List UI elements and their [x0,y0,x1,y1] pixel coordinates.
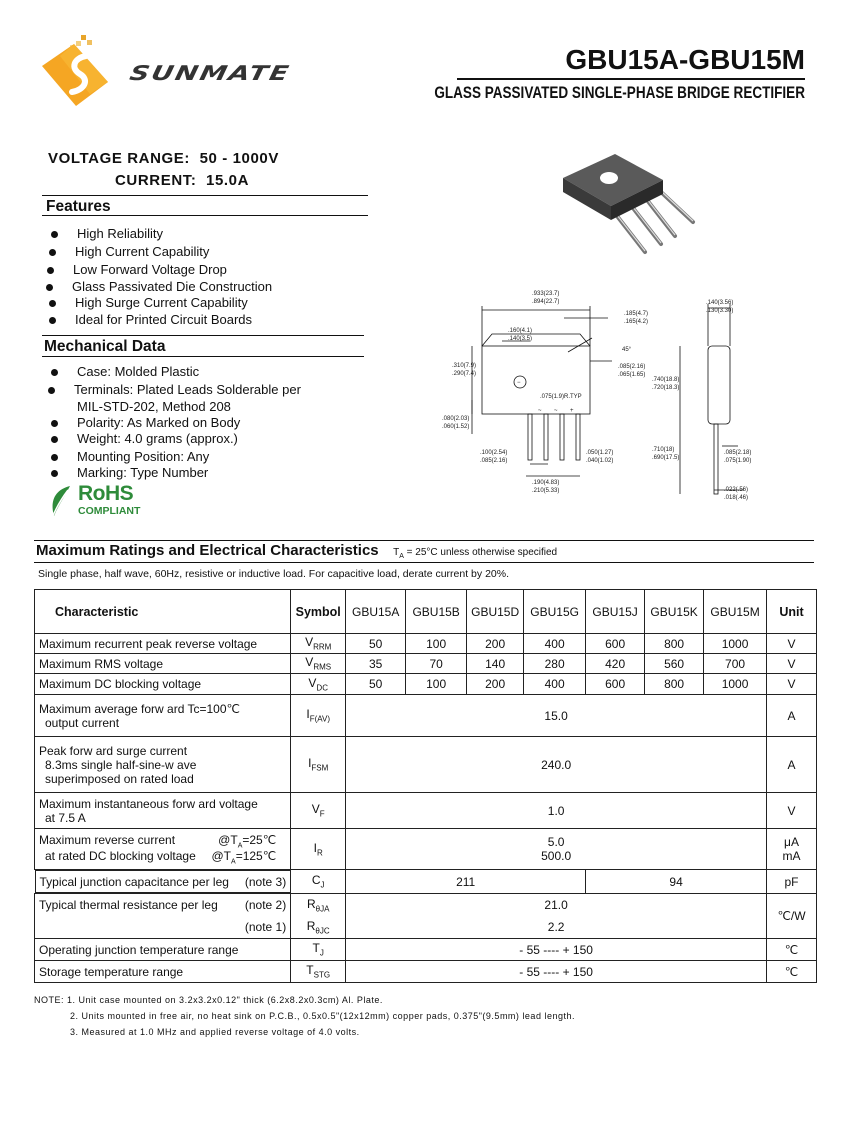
row-label [35,870,291,893]
row-label: Maximum DC blocking voltage [35,674,291,695]
row-value: 100 [406,674,467,695]
row-symbol [291,674,346,695]
symbol-main: V [305,635,314,650]
row-label: Storage temperature range [35,961,291,983]
note-3: 3. Measured at 1.0 MHz and applied reverse voltage of 4.0 volts. [70,1027,360,1037]
list-item: Marking: Type Number [77,465,209,480]
dim-label: .050(1.27) [586,450,614,456]
header-characteristic: Characteristic [35,590,291,634]
dim-label: .720(18.3) [652,385,680,391]
row-value: 100 [406,634,467,654]
row-symbol [291,917,346,939]
list-item: Mounting Position: Any [77,449,210,464]
table-row [35,829,817,870]
symbol-sub: STG [313,970,331,980]
dim-label: .290(7.4) [452,371,477,377]
label-line: Maximum average forw ard Tc=100℃ [39,701,241,716]
ratings-note: Single phase, half wave, 60Hz, resistive or inductive load. For capacitive load, derate current by 20%. [38,568,509,580]
symbol-sub: F(AV) [309,714,331,724]
list-item: Polarity: As Marked on Body [77,415,241,430]
dim-label: .690(17.5) [652,455,680,461]
dim-label: .160(4.1) [508,328,533,334]
cond-sub: A [237,842,243,849]
list-item-continued: MIL-STD-202, Method 208 [77,399,231,414]
list-item: Ideal for Printed Circuit Boards [75,312,253,327]
condition-symbol: T [393,547,400,558]
symbol-sub: J [320,880,325,890]
row-value: 200 [467,674,524,695]
row-symbol [291,634,346,654]
row-value: 50 [346,674,406,695]
row-label: Operating junction temperature range [35,939,291,961]
row-symbol [291,870,346,894]
row-unit: ℃ [767,939,817,961]
table-row [35,939,817,961]
value-line: 5.0 [547,835,565,849]
row-label [35,793,291,829]
row-unit: pF [767,870,817,894]
dim-label: .894(22.7) [532,299,560,305]
row-label [35,917,291,939]
symbol-sub: R [316,848,323,858]
list-item: High Reliability [77,226,163,241]
row-value: 600 [586,634,645,654]
header-model: GBU15M [704,590,767,634]
ratings-title: Maximum Ratings and Electrical Characteristics [36,542,379,559]
row-value: 50 [346,634,406,654]
list-item: Low Forward Voltage Drop [73,262,227,277]
label-line [39,898,286,912]
dim-label: .085(2.16) [618,364,646,370]
header-model: GBU15G [524,590,586,634]
label-line: Peak forw ard surge current [39,743,188,758]
leaf-icon [48,484,76,520]
dim-label: .140(3.56) [706,300,734,306]
row-value: 2.2 [346,917,767,939]
polarity-mark: − [517,380,521,386]
dim-label: .130(3.30) [706,308,734,314]
row-unit: A [767,737,817,793]
dim-label: .022(.56) [724,487,749,493]
label-line: output current [45,715,120,730]
header-model: GBU15J [586,590,645,634]
row-label: Maximum recurrent peak reverse voltage [35,634,291,654]
part-description: GLASS PASSIVATED SINGLE-PHASE BRIDGE RECTIFIER [434,84,805,102]
cond-value: =125℃ [235,849,277,863]
dim-label: .933(23.7) [532,291,560,297]
symbol-sub: θJC [315,926,330,936]
table-row [35,961,817,983]
current-label: CURRENT: [115,172,197,189]
row-value: 70 [406,654,467,674]
label-text: Maximum reverse current [39,832,176,847]
header-unit: Unit [767,590,817,634]
row-symbol [291,695,346,737]
header-divider [457,78,805,80]
row-symbol [291,654,346,674]
symbol-sub: J [319,948,324,958]
unit-line: μA [784,835,799,849]
row-value: 200 [467,634,524,654]
row-value: 211 [346,870,586,894]
features-title: Features [46,198,111,215]
list-item: Weight: 4.0 grams (approx.) [77,431,238,446]
row-value: 700 [704,654,767,674]
row-label: Maximum RMS voltage [35,654,291,674]
unit-line: mA [782,849,801,863]
row-value: 1000 [704,674,767,695]
symbol-sub: RRM [313,642,332,652]
ratings-top-rule [34,540,814,541]
row-value: 140 [467,654,524,674]
row-unit: V [767,674,817,695]
row-value: 280 [524,654,586,674]
header-symbol: Symbol [291,590,346,634]
ratings-title-row [36,542,557,560]
symbol-sub: DC [316,683,328,693]
row-value: 1.0 [346,793,767,829]
mechanical-top-rule [42,335,364,336]
label-line [39,849,286,865]
table-row [35,917,817,939]
label-line [39,833,286,849]
table-row [35,674,817,695]
label-line: 8.3ms single half-sine-w ave [45,757,197,772]
value-line: 500.0 [541,849,572,863]
label-text: Typical thermal resistance per leg [39,898,218,913]
row-note: (note 3) [244,874,287,889]
dim-label: .080(2.03) [442,416,470,422]
dim-label: .140(3.5) [508,336,533,342]
voltage-label: VOLTAGE RANGE: [48,150,191,167]
row-value: 800 [645,674,704,695]
dim-label: .040(1.02) [586,458,614,464]
row-value: 240.0 [346,737,767,793]
dim-label: .060(1.52) [442,424,470,430]
voltage-range [48,150,279,167]
row-value: - 55 ---- + 150 [346,939,767,961]
label-line: at 7.5 A [45,810,86,825]
row-value: 21.0 [346,894,767,917]
cond-main: @T [218,832,238,847]
symbol-main: V [308,675,317,690]
header-model: GBU15B [406,590,467,634]
row-value: - 55 ---- + 150 [346,961,767,983]
note-2: 2. Units mounted in free air, no heat sink on P.C.B., 0.5x0.5"(12x12mm) copper pads, 0.375"(9.5mm) lead length. [70,1011,575,1021]
polarity-mark: + [570,408,574,414]
row-unit: A [767,695,817,737]
dim-label: .085(2.16) [480,458,508,464]
rohs-badge [48,484,158,520]
symbol-main: I [308,756,312,771]
list-item: Case: Molded Plastic [77,364,200,379]
table-row [35,793,817,829]
dim-label: 45° [622,347,632,353]
row-value: 420 [586,654,645,674]
logo-mark-icon [40,32,130,118]
part-number: GBU15A-GBU15M [565,44,805,75]
row-value [346,829,767,870]
dim-label: .075(1.9)R.TYP [540,394,582,400]
symbol-main: I [313,840,317,855]
row-symbol [291,829,346,870]
cond-sub: A [231,858,236,866]
dim-label: .310(7.9) [452,363,477,369]
table-row [35,870,817,894]
row-symbol [291,737,346,793]
condition-sub: A [399,553,404,560]
dim-label: .085(2.18) [724,450,752,456]
dim-label: .065(1.65) [618,372,646,378]
table-row [35,654,817,674]
list-item: High Current Capability [75,244,210,259]
dim-label: .710(18) [652,447,675,453]
label-text: Typical junction capacitance per leg [39,874,229,889]
symbol-sub: θJA [315,904,330,914]
table-row [35,695,817,737]
row-unit: V [767,634,817,654]
table-row [35,737,817,793]
brand-wordmark: SUNMATE [127,61,293,86]
row-unit: ℃/W [767,894,817,939]
dim-label: .740(18.8) [652,377,680,383]
label-line: Maximum instantaneous forw ard voltage [39,796,258,811]
logo [40,32,310,118]
condition [212,849,277,865]
row-symbol [291,793,346,829]
row-label [35,695,291,737]
list-item: Glass Passivated Die Construction [72,279,273,294]
cond-main: @T [211,849,232,863]
row-unit: V [767,793,817,829]
row-label [35,894,291,917]
features-bottom-rule [42,215,368,216]
row-value: 600 [586,674,645,695]
row-unit: ℃ [767,961,817,983]
dim-label: .190(4.83) [532,480,560,486]
dim-label: .018(.46) [724,495,749,501]
component-image [555,148,705,258]
row-value: 94 [586,870,767,894]
cond-value: =25℃ [242,832,277,847]
row-symbol [291,961,346,983]
ratings-mid-rule [34,562,814,563]
list-item: Terminals: Plated Leads Solderable per [74,382,301,397]
row-unit [767,829,817,870]
rohs-compliant: COMPLIANT [78,505,141,517]
symbol-main: R [306,897,316,912]
row-value: 400 [524,634,586,654]
symbol-main: R [306,919,316,934]
symbol-main: I [306,707,310,722]
polarity-mark: ~ [554,408,558,414]
row-value: 800 [645,634,704,654]
dim-label: .185(4.7) [624,311,649,317]
symbol-sub: F [319,809,325,819]
row-value: 15.0 [346,695,767,737]
symbol-main: T [306,963,314,978]
row-symbol [291,939,346,961]
spec-table [34,589,817,983]
symbol-main: V [305,655,314,670]
label-text: at rated DC blocking voltage [45,849,196,863]
list-item: High Surge Current Capability [75,295,248,310]
row-value: 35 [346,654,406,674]
row-label [35,737,291,793]
ratings-condition [393,547,557,558]
symbol-sub: FSM [311,763,329,773]
row-symbol [291,894,346,917]
outline-drawing [440,286,780,502]
dim-label: .100(2.54) [480,450,508,456]
dim-label: .210(5.33) [532,488,560,494]
table-header-row [35,590,817,634]
row-note: (note 2) [244,898,287,913]
polarity-mark: ~ [538,408,542,414]
rohs-text: RoHS [78,482,134,505]
header-model: GBU15D [467,590,524,634]
header-model: GBU15A [346,590,406,634]
table-row [35,634,817,654]
row-value: 400 [524,674,586,695]
dim-label: .075(1.90) [724,458,752,464]
row-unit: V [767,654,817,674]
mechanical-bottom-rule [42,356,364,357]
features-top-rule [42,195,368,196]
label-line: superimposed on rated load [45,771,194,786]
dim-label: .165(4.2) [624,319,649,325]
current-value: 15.0A [206,172,250,189]
condition-text: = 25°C unless otherwise specified [403,547,558,558]
symbol-main: T [312,941,320,956]
row-value: 560 [645,654,704,674]
row-note: (note 1) [244,920,287,935]
condition [218,833,276,849]
header-model: GBU15K [645,590,704,634]
symbol-sub: RMS [313,662,332,672]
current-rating [115,172,249,189]
row-value: 1000 [704,634,767,654]
row-label [35,829,291,870]
mechanical-title: Mechanical Data [44,338,166,355]
note-1: NOTE: 1. Unit case mounted on 3.2x3.2x0.12" thick (6.2x8.2x0.3cm) Al. Plate. [34,995,383,1005]
table-row [35,894,817,917]
symbol-main: C [311,873,321,888]
voltage-value: 50 - 1000V [199,150,279,167]
symbol-main: V [311,802,320,817]
